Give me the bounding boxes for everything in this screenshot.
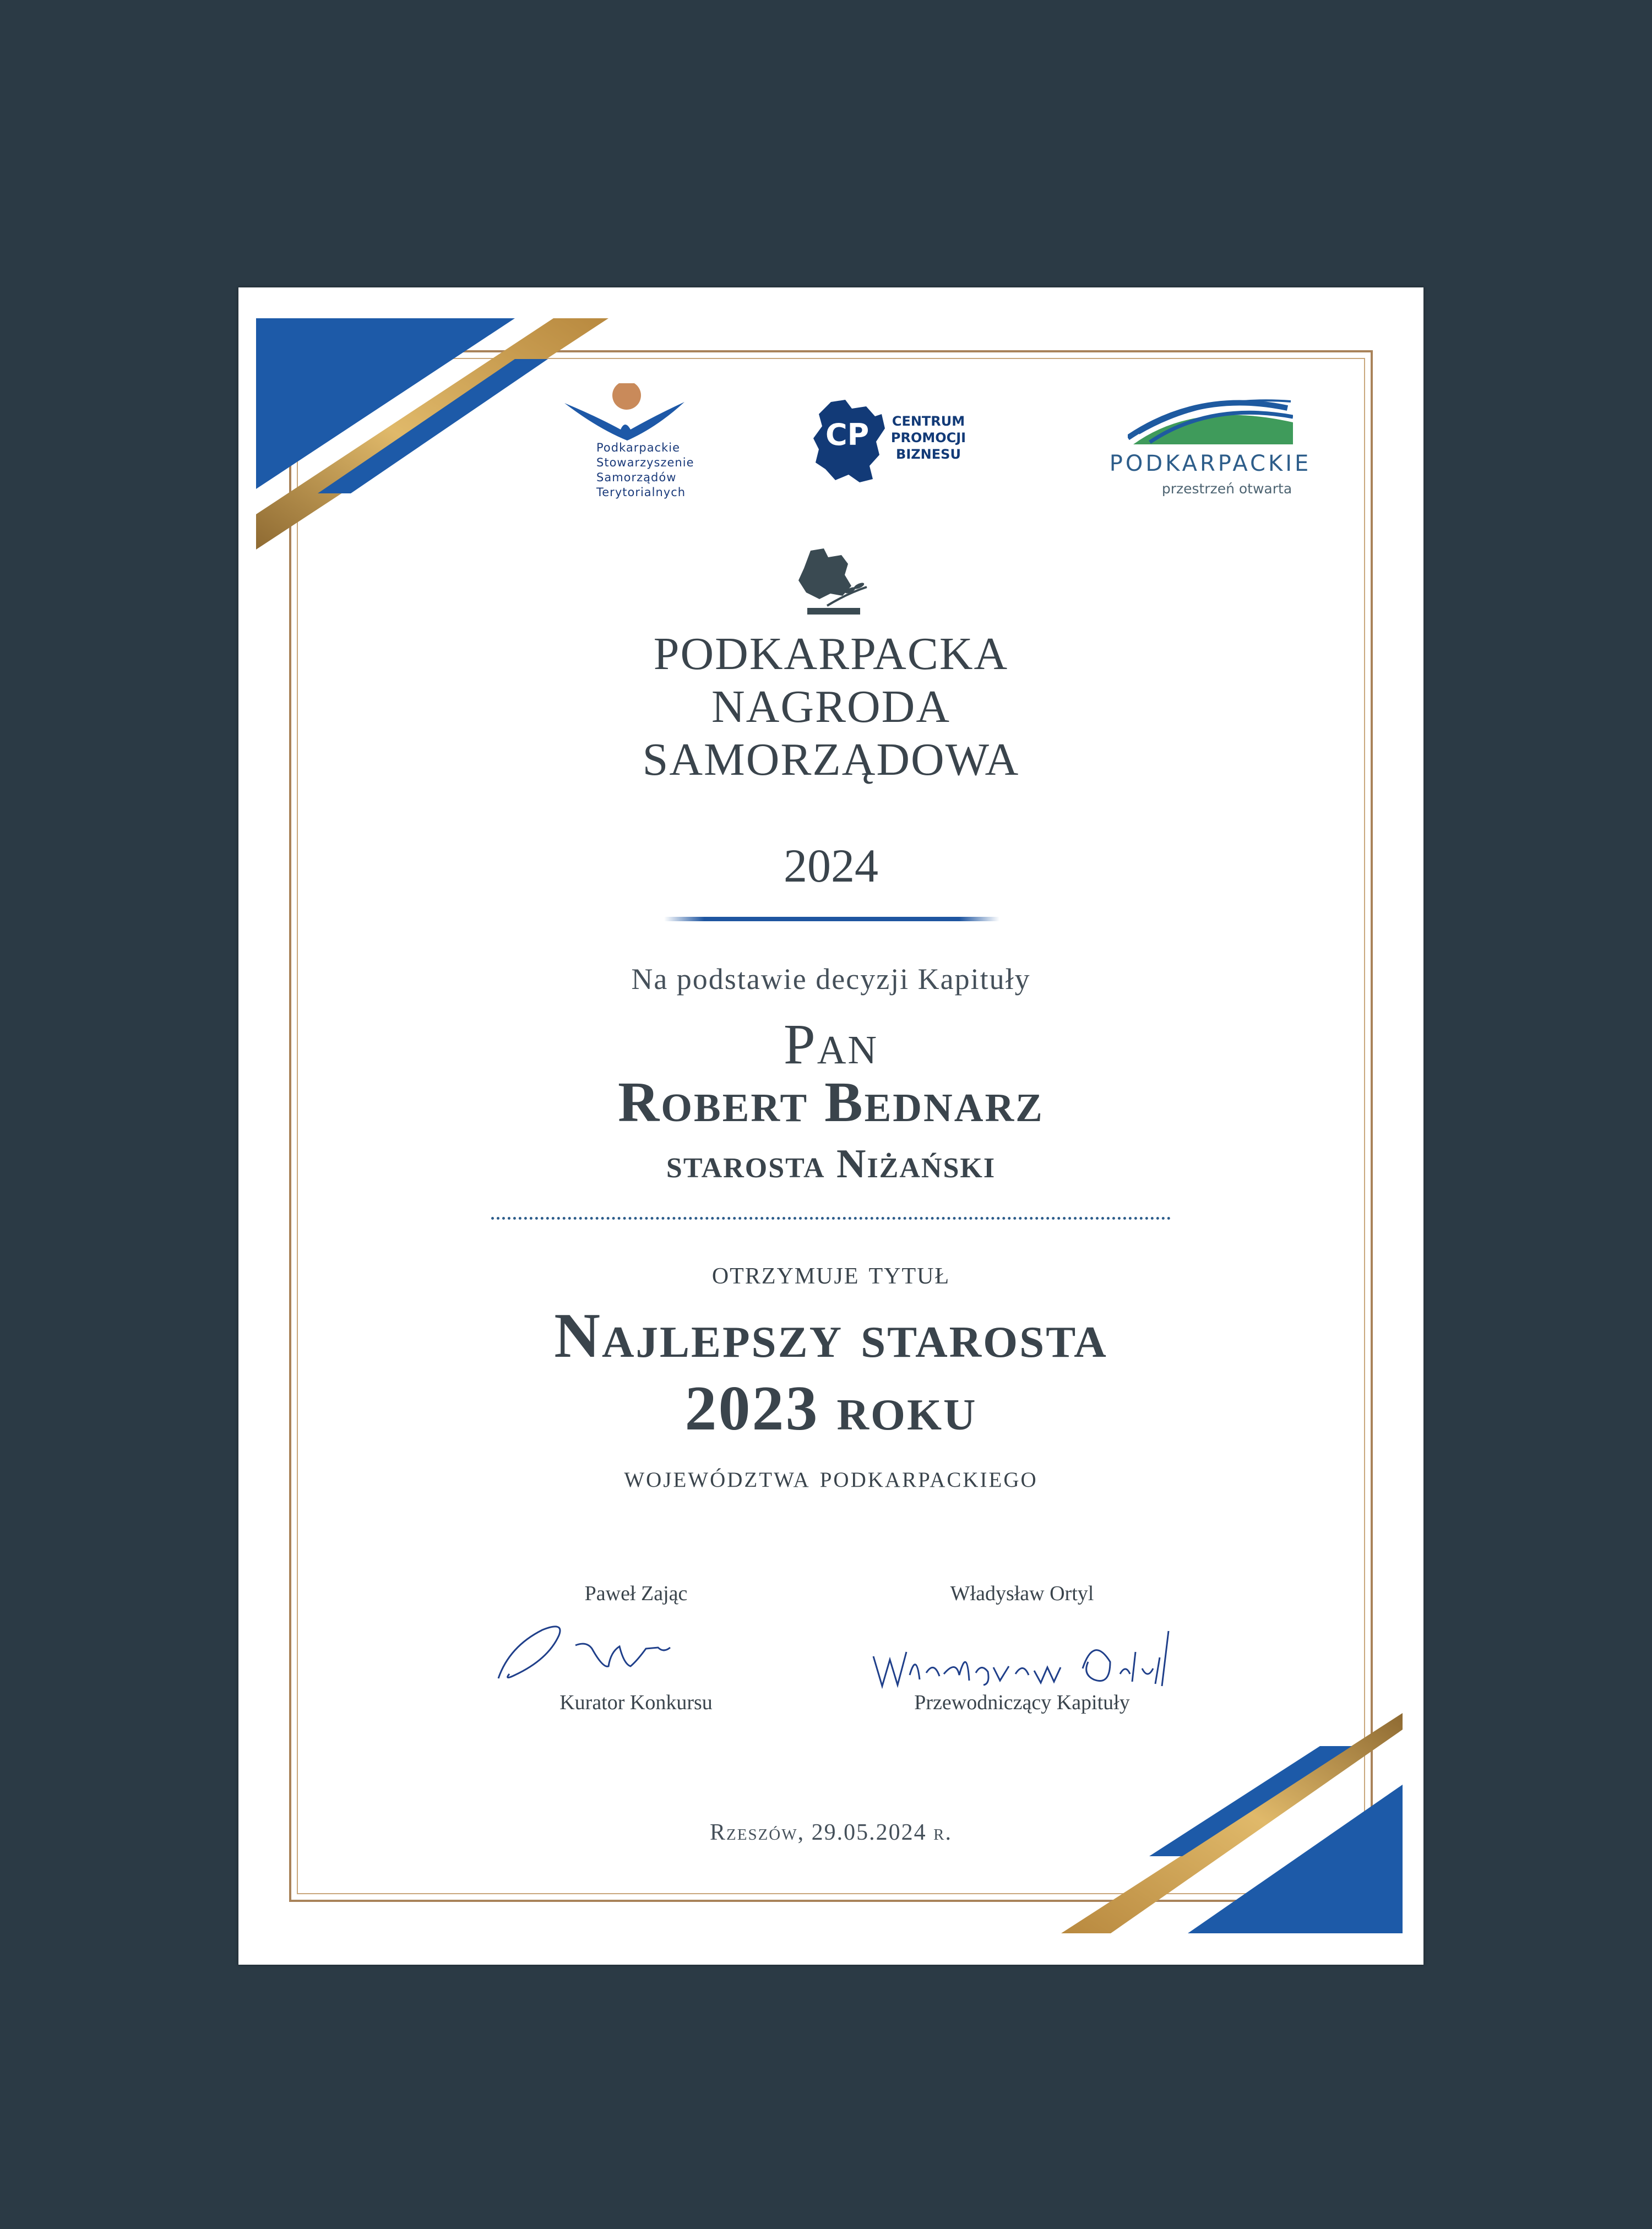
association-caption (596, 441, 729, 500)
award-year: 2024 (784, 839, 878, 892)
caption-line: CENTRUM (892, 414, 965, 429)
signatory-name: Władysław Ortyl (950, 1582, 1094, 1605)
decision-basis: Na podstawie decyzji Kapituły (631, 963, 1031, 996)
region-tagline: przestrzeń otwarta (1161, 481, 1292, 497)
signature-block-chairman (851, 1581, 1193, 1714)
awarded-title (238, 1300, 1423, 1445)
caption-line: Stowarzyszenie (596, 456, 694, 469)
award-title-line: SAMORZĄDOWA (642, 734, 1020, 785)
signatory-role: Przewodniczący Kapituły (914, 1691, 1130, 1714)
association-logo (563, 383, 707, 526)
caption-line: BIZNESU (896, 447, 961, 462)
caption-line: Terytorialnych (596, 486, 686, 499)
business-center-caption (882, 413, 975, 463)
business-center-logo (811, 398, 976, 508)
handwritten-signature (493, 1613, 779, 1690)
caption-line: Podkarpackie (596, 441, 681, 454)
dotted-divider (491, 1217, 1171, 1220)
honorific: Pan (783, 1013, 879, 1076)
decorative-corner-top-left (256, 318, 608, 550)
recipient-office: starosta Niżański (666, 1141, 996, 1187)
region-map-cp-icon (811, 398, 888, 486)
signatory-role: Kurator Konkursu (559, 1691, 713, 1714)
award-title-line: NAGRODA (711, 681, 950, 732)
award-title-line: PODKARPACKA (653, 628, 1009, 679)
cp-letter-c: CP (825, 417, 870, 452)
region-label: województwa podkarpackiego (624, 1460, 1038, 1494)
awarded-title-line: Najlepszy starosta (554, 1301, 1108, 1371)
region-logo (1095, 389, 1326, 499)
caption-line: PROMOCJI (890, 430, 966, 445)
map-and-laurel-icon (792, 546, 874, 621)
signatory-name: Paweł Zając (584, 1582, 688, 1605)
region-name: PODKARPACKIE (1109, 451, 1312, 476)
caption-line: Samorządów (596, 471, 677, 484)
sun-and-bird-icon (563, 383, 690, 444)
award-title (238, 628, 1423, 786)
blue-divider (664, 917, 999, 921)
receives-title-label: otrzymuje tytuł (711, 1254, 950, 1291)
signature-block-curator (493, 1581, 779, 1714)
awarded-title-line: 2023 roku (684, 1373, 977, 1444)
place-and-date: Rzeszów, 29.05.2024 r. (710, 1820, 952, 1845)
certificate (238, 287, 1423, 1965)
recipient-name: Robert Bednarz (618, 1070, 1044, 1134)
handwritten-signature (851, 1613, 1193, 1690)
hills-swoosh-icon (1128, 389, 1293, 450)
